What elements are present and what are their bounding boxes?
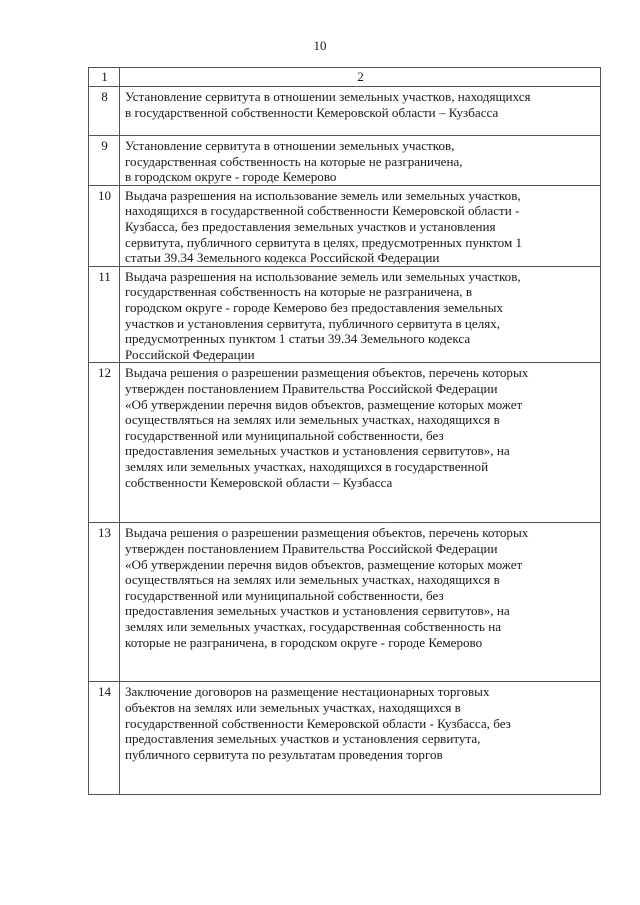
description-line: «Об утверждении перечня видов объектов, размещение которых может <box>125 396 523 412</box>
row-number: 8 <box>89 87 120 136</box>
row-description <box>120 682 601 795</box>
description-line: находящихся в государственной собственности Кемеровской области - <box>125 203 520 219</box>
description-line: государственная собственность на которые не разграничена, в <box>125 284 473 300</box>
services-table <box>88 67 601 795</box>
description-line: утвержден постановлением Правительства Российской Федерации <box>125 380 498 396</box>
description-line: в городском округе - городе Кемерово <box>125 169 337 185</box>
description-line: утвержден постановлением Правительства Российской Федерации <box>125 540 498 556</box>
description-line: статьи 39.34 Земельного кодекса Российской Федерации <box>125 250 440 266</box>
description-line: объектов на землях или земельных участках, находящихся в <box>125 699 461 715</box>
description-line: осуществляться на землях или земельных участках, находящихся в <box>125 572 500 588</box>
description-line: Выдача решения о разрешении размещения объектов, перечень которых <box>125 525 529 541</box>
table-row <box>89 363 601 523</box>
description-line: «Об утверждении перечня видов объектов, размещение которых может <box>125 556 523 572</box>
row-description <box>120 363 601 523</box>
description-line: предоставления земельных участков и установления сервитута, <box>125 731 481 747</box>
row-number: 9 <box>89 136 120 186</box>
table-row <box>89 266 601 363</box>
row-number: 13 <box>89 523 120 682</box>
description-line: участков и установления сервитута, публичного сервитута в целях, <box>125 315 501 331</box>
description-line: предоставления земельных участков и установления сервитутов», на <box>125 603 510 619</box>
header-col-description: 2 <box>120 68 601 87</box>
description-line: Установление сервитута в отношении земельных участков, <box>125 138 455 153</box>
description-line: Выдача разрешения на использование земель или земельных участков, <box>125 268 521 284</box>
row-description <box>120 185 601 266</box>
description-line: Установление сервитута в отношении земельных участков, находящихся <box>125 89 531 104</box>
row-number: 10 <box>89 185 120 266</box>
description-line: осуществляться на землях или земельных участках, находящихся в <box>125 412 500 428</box>
table-row <box>89 523 601 682</box>
page-number: 10 <box>313 38 327 53</box>
description-line: государственная собственность на которые не разграничена, <box>125 153 463 169</box>
description-line: Выдача разрешения на использование земель или земельных участков, <box>125 187 521 203</box>
description-line: государственной или муниципальной собственности, без <box>125 587 444 603</box>
row-description <box>120 523 601 682</box>
description-line: государственной или муниципальной собственности, без <box>125 427 444 443</box>
row-number: 11 <box>89 266 120 363</box>
description-line: публичного сервитута по результатам проведения торгов <box>125 746 443 762</box>
table-row <box>89 136 601 186</box>
table-row <box>89 185 601 266</box>
description-line: собственности Кемеровской области – Кузбасса <box>125 474 393 490</box>
row-number: 14 <box>89 682 120 795</box>
row-description <box>120 266 601 363</box>
description-line: Кузбасса, без предоставления земельных участков и установления <box>125 218 496 234</box>
table-header-row <box>89 68 601 87</box>
description-line: которые не разграничена, в городском округе - городе Кемерово <box>125 634 483 650</box>
table-row <box>89 682 601 795</box>
table-row <box>89 87 601 136</box>
description-line: землях или земельных участках, находящихся в государственной <box>125 458 489 474</box>
description-line: Заключение договоров на размещение нестационарных торговых <box>125 684 490 700</box>
description-line: в государственной собственности Кемеровской области – Кузбасса <box>125 104 499 120</box>
description-line: Выдача решения о разрешении размещения объектов, перечень которых <box>125 365 529 381</box>
description-line: городском округе - городе Кемерово без предоставления земельных <box>125 299 504 315</box>
description-line: предусмотренных пунктом 1 статьи 39.34 Земельного кодекса <box>125 331 471 347</box>
row-number: 12 <box>89 363 120 523</box>
header-col-number: 1 <box>89 68 120 87</box>
row-description <box>120 87 601 136</box>
description-line: государственной собственности Кемеровской области - Кузбасса, без <box>125 715 511 731</box>
row-description <box>120 136 601 186</box>
description-line: Российской Федерации <box>125 346 255 362</box>
description-line: землях или земельных участках, государственная собственность на <box>125 618 502 634</box>
description-line: сервитута, публичного сервитута в целях, предусмотренных пунктом 1 <box>125 234 523 250</box>
description-line: предоставления земельных участков и установления сервитутов», на <box>125 443 510 459</box>
